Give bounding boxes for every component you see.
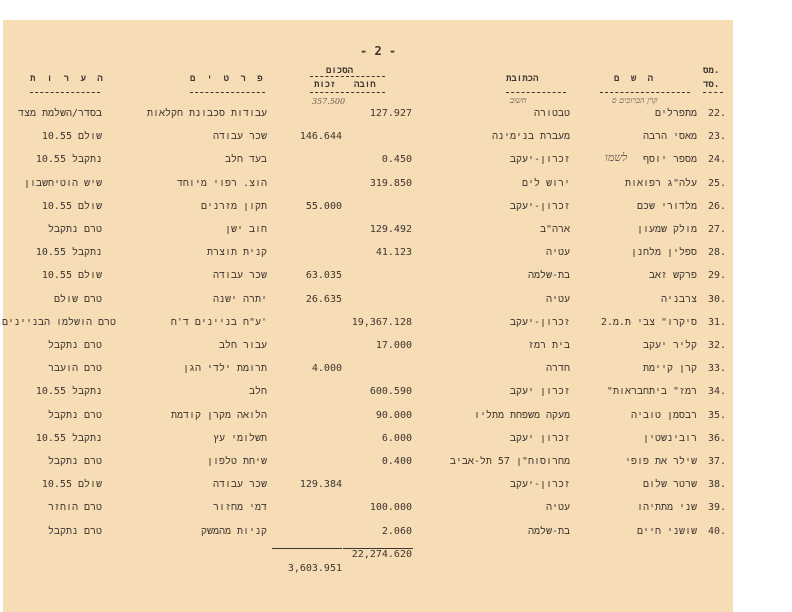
row-name: רבסמן טוביה bbox=[630, 410, 697, 421]
row-name: שילר את פופי bbox=[624, 456, 697, 467]
row-notes: שולם 10.55 bbox=[41, 479, 102, 490]
row-address: עטיה bbox=[545, 247, 570, 258]
row-address: זכרון יעקב bbox=[509, 386, 570, 397]
row-notes: טרם נתקבל bbox=[47, 526, 102, 537]
header-amount: הסכום bbox=[326, 66, 354, 76]
handwritten-name-note: קרן הברוכים ס bbox=[612, 96, 658, 105]
header-serial: מס. bbox=[703, 66, 720, 76]
row-name: פרקש זאב bbox=[648, 270, 697, 281]
row-name: סיקרו" צבי ת.מ.2 bbox=[600, 317, 697, 328]
row-number: 30. bbox=[707, 294, 726, 305]
row-details: הלואה מקרן קודמת bbox=[170, 410, 267, 421]
row-details: שכר עבודה bbox=[212, 479, 267, 490]
row-address: זכרון יעקב bbox=[509, 433, 570, 444]
row-details: קניות מהמשק bbox=[200, 526, 267, 537]
header-amount-underline bbox=[310, 76, 385, 77]
row-address: בת-שלמה bbox=[527, 270, 570, 281]
row-number: 33. bbox=[707, 363, 726, 374]
row-name: צרבניה bbox=[660, 294, 697, 305]
row-number: 39. bbox=[707, 502, 726, 513]
row-notes: בסדר/השלמת מצד bbox=[17, 108, 102, 119]
row-credit: 146.644 bbox=[299, 131, 342, 142]
row-notes: שולם 10.55 bbox=[41, 270, 102, 281]
row-number: 38. bbox=[707, 479, 726, 490]
row-notes: טרם נתקבל bbox=[47, 224, 102, 235]
torn-corner bbox=[770, 40, 792, 64]
row-address: חדרה bbox=[545, 363, 570, 374]
row-notes: נתקבל 10.55 bbox=[35, 386, 102, 397]
header-debit-credit-underline bbox=[310, 92, 385, 93]
row-address: עטיה bbox=[545, 502, 570, 513]
header-address: הכתובת bbox=[506, 74, 539, 84]
row-name: ספלין מלחנן bbox=[630, 247, 697, 258]
header-serial-underline bbox=[703, 92, 723, 93]
row-notes: טרם נתקבל bbox=[47, 410, 102, 421]
row-details: דמי מחזור bbox=[212, 502, 267, 513]
row-debit: 90.000 bbox=[375, 410, 412, 421]
row-debit: 17.000 bbox=[375, 340, 412, 351]
row-number: 27. bbox=[707, 224, 726, 235]
debit-total: 22,274.620 bbox=[351, 549, 412, 560]
row-details: תרומת ילדי הגן bbox=[182, 363, 267, 374]
row-details: שכר עבודה bbox=[212, 270, 267, 281]
row-debit: 6.000 bbox=[381, 433, 412, 444]
row-details: שיחת טלפון bbox=[206, 456, 267, 467]
header-name: ה ש ם bbox=[614, 74, 657, 84]
row-details: בעד חלב bbox=[224, 154, 267, 165]
row-details: הוצ. רפוי מיוחד bbox=[176, 178, 267, 189]
header-details: פ ר ט י ם bbox=[190, 74, 266, 84]
row-details: ע"ח בניינים ד'ח' bbox=[170, 317, 267, 328]
row-address: בת-שלמה bbox=[527, 526, 570, 537]
row-debit: 129.492 bbox=[369, 224, 412, 235]
row-details: עבור חלב bbox=[218, 340, 267, 351]
row-number: 29. bbox=[707, 270, 726, 281]
row-notes: טרם נתקבל bbox=[47, 340, 102, 351]
row-notes: שיש הוטיחשבון bbox=[23, 178, 102, 189]
row-credit: 63.035 bbox=[305, 270, 342, 281]
credit-total: 3,603.951 bbox=[287, 563, 342, 574]
row-name: שושני חיים bbox=[636, 526, 697, 537]
header-debit: חובה bbox=[354, 80, 376, 90]
row-address: מעקה משפחת מתליו bbox=[473, 410, 570, 421]
row-number: 36. bbox=[707, 433, 726, 444]
row-address: מחרוסוח"ן 57 תל-אביב bbox=[449, 456, 570, 467]
row-notes: נתקבל 10.55 bbox=[35, 154, 102, 165]
row-debit: 127.927 bbox=[369, 108, 412, 119]
row-address: בית רמז bbox=[527, 340, 570, 351]
row-address: זכרון-יעקב bbox=[509, 317, 570, 328]
row-details: תקון מזרנים bbox=[200, 201, 267, 212]
handwritten-credit-note: 357.500 bbox=[312, 97, 346, 106]
row-notes: נתקבל 10.55 bbox=[35, 247, 102, 258]
header-notes: ה ע ר ו ת bbox=[30, 74, 106, 84]
row-name: שרטר שלום bbox=[642, 479, 697, 490]
row-name: רובינשטין bbox=[642, 433, 697, 444]
row-address: מעברת בנימינה bbox=[491, 131, 570, 142]
row-name: מלדורי שכם bbox=[636, 201, 697, 212]
row-number: 23. bbox=[707, 131, 726, 142]
row-address: ארה"ב bbox=[539, 224, 570, 235]
row-name: מולק שמעון bbox=[636, 224, 697, 235]
header-serial-sub: סד. bbox=[703, 80, 720, 90]
row-details: חוב ישן bbox=[224, 224, 267, 235]
row-notes: טרם שולם bbox=[53, 294, 102, 305]
row-name: קרן קיימת bbox=[642, 363, 697, 374]
row-name: עלה"ג רפואות bbox=[624, 178, 697, 189]
row-name: "רמז" ביתחבראות bbox=[606, 386, 697, 397]
row-number: 22. bbox=[707, 108, 726, 119]
row-credit: 4.000 bbox=[311, 363, 342, 374]
row-notes: טרם הועבר bbox=[47, 363, 102, 374]
row-name: מספר יוסף bbox=[642, 154, 697, 165]
row-details: קנית תוצרת bbox=[206, 247, 267, 258]
row-notes: טרם הוחזר bbox=[47, 502, 102, 513]
row-name: קליר יעקב bbox=[642, 340, 697, 351]
row-debit: 100.000 bbox=[369, 502, 412, 513]
row-credit: 55.000 bbox=[305, 201, 342, 212]
row-address: ירוש לים bbox=[521, 178, 570, 189]
row-notes: טרם נתקבל bbox=[47, 456, 102, 467]
row-details: יתרה ישנה bbox=[212, 294, 267, 305]
header-name-underline bbox=[600, 92, 690, 93]
row-notes: נתקבל 10.55 bbox=[35, 433, 102, 444]
row-name: מאסי הרבה bbox=[642, 131, 697, 142]
row-credit: 26.635 bbox=[305, 294, 342, 305]
row-details: חלב bbox=[248, 386, 267, 397]
row-number: 24. bbox=[707, 154, 726, 165]
handwritten-address-note: חשוב bbox=[510, 96, 527, 105]
row-debit: 41.123 bbox=[375, 247, 412, 258]
header-details-underline bbox=[190, 92, 265, 93]
row-details: תשלומי עץ bbox=[212, 433, 267, 444]
row-debit: 0.450 bbox=[381, 154, 412, 165]
row-number: 31. bbox=[707, 317, 726, 328]
row-debit: 0.400 bbox=[381, 456, 412, 467]
row-notes: שולם 10.55 bbox=[41, 131, 102, 142]
row-details: עבודות סכבונת חקלאות bbox=[146, 108, 267, 119]
row-number: 26. bbox=[707, 201, 726, 212]
row-address: עטיה bbox=[545, 294, 570, 305]
row-notes: טרם הושלמו הבניינים bbox=[2, 317, 117, 328]
row-debit: 319.850 bbox=[369, 178, 412, 189]
row-debit: 600.590 bbox=[369, 386, 412, 397]
row-address: טבטורה bbox=[533, 108, 570, 119]
row-number: 40. bbox=[707, 526, 726, 537]
row-number: 37. bbox=[707, 456, 726, 467]
page-number: - 2 - bbox=[360, 44, 397, 58]
header-notes-underline bbox=[30, 92, 100, 93]
row-address: זכרון-יעקב bbox=[509, 201, 570, 212]
row-name: מתפרלים bbox=[654, 108, 697, 119]
row-details: שכר עבודה bbox=[212, 131, 267, 142]
row-number: 34. bbox=[707, 386, 726, 397]
row-debit: 19,367.128 bbox=[351, 317, 412, 328]
row-debit: 2.060 bbox=[381, 526, 412, 537]
header-address-underline bbox=[506, 92, 566, 93]
row-address: זכרון-יעקב bbox=[509, 479, 570, 490]
header-credit: זכות bbox=[314, 80, 336, 90]
row-notes: שולם 10.55 bbox=[41, 201, 102, 212]
row-number: 32. bbox=[707, 340, 726, 351]
row-number: 25. bbox=[707, 178, 726, 189]
handwritten-row24-note: לשמו bbox=[605, 151, 628, 164]
row-credit: 129.384 bbox=[299, 479, 342, 490]
row-name: שני מתתיהו bbox=[636, 502, 697, 513]
row-address: זכרון-יעקב bbox=[509, 154, 570, 165]
row-number: 28. bbox=[707, 247, 726, 258]
row-number: 35. bbox=[707, 410, 726, 421]
